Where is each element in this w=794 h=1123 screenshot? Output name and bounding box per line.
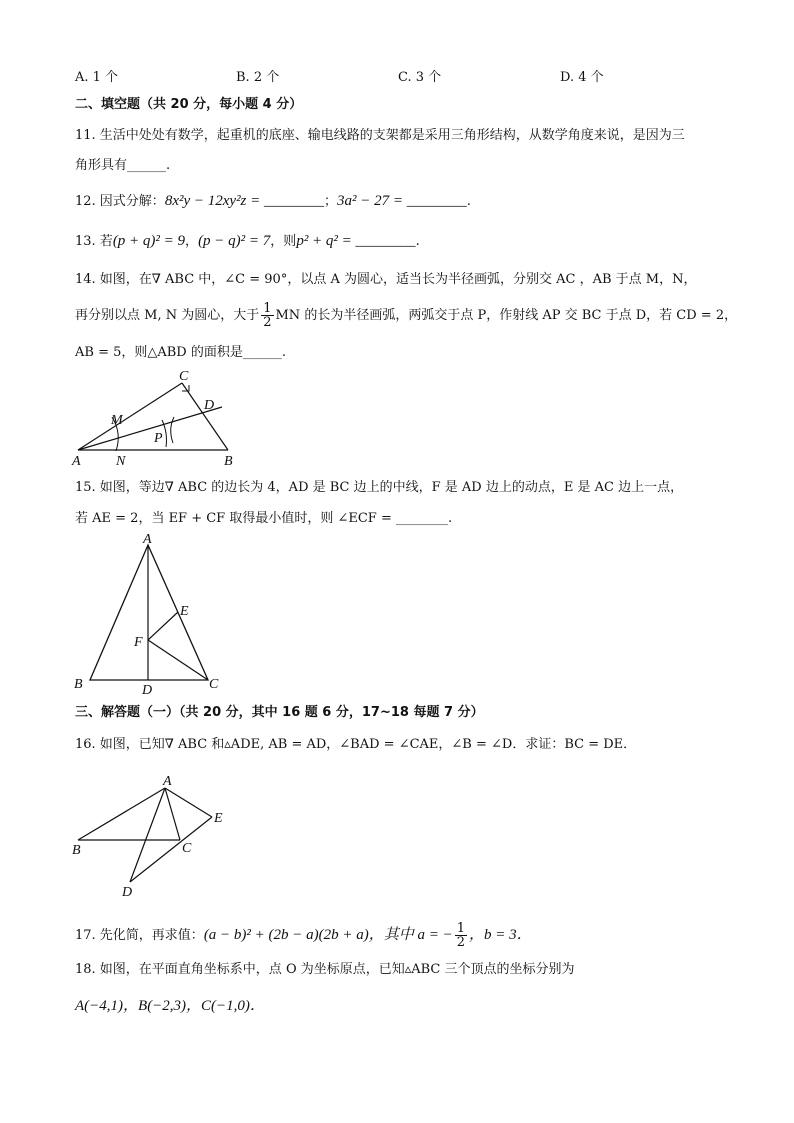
q13-sep1: ， [185, 234, 199, 249]
option-c: C. 3 个 [398, 70, 442, 85]
figure-15 [70, 530, 240, 700]
option-a: A. 1 个 [75, 70, 119, 85]
q13-sep2: ，则 [270, 234, 297, 249]
q14-line2 [75, 302, 737, 329]
fig14-ray-ap [78, 407, 222, 450]
fig15-label-c: C [209, 677, 219, 692]
fig16-label-e: E [214, 811, 223, 826]
q13-end: . [415, 234, 420, 249]
q11-line1: 11. 生活中处处有数学，起重机的底座、输电线路的支架都是采用三角形结构，从数学角度来说，是因为三 [75, 128, 685, 143]
fig14-label-d: D [204, 398, 215, 413]
figure-14 [70, 365, 240, 470]
q15-line1: 15. 如图，等边∇ ABC 的边长为 4，AD 是 BC 边上的中线，F 是 AD 边上的动点，E 是 AC 边上一点， [75, 480, 684, 495]
fig16-label-c: C [182, 841, 192, 856]
q11-line2: 角形具有______. [75, 158, 171, 173]
fig16-label-a: A [163, 774, 172, 789]
fig15-triangle-abc [90, 545, 208, 680]
option-d: D. 4 个 [560, 70, 604, 85]
q17-frac-num: 1 [456, 921, 466, 936]
q12-sep: ； [324, 194, 338, 209]
q17-expr: (a − b)² + (2b − a)(2b + a)，其中 a = − [203, 927, 453, 943]
fig14-label-b: B [224, 454, 233, 469]
q14-line2a: 再分别以点 M, N 为圆心，大于 [75, 308, 260, 323]
fig15-label-e: E [180, 604, 189, 619]
fig14-label-c: C [179, 369, 189, 384]
figure-16 [70, 772, 240, 902]
q13-prefix: 13. 若 [75, 234, 113, 249]
q13 [75, 231, 420, 252]
q14-line1: 14. 如图，在∇ ABC 中，∠C = 90°，以点 A 为圆心，适当长为半径画弧，分别交 AC ，AB 于点 M，N， [75, 272, 697, 287]
q17-prefix: 17. 先化简，再求值： [75, 928, 204, 943]
q16-text: 16. 如图，已知∇ ABC 和▵ADE, AB = AD，∠BAD = ∠CAE，∠B = ∠D．求证：BC = DE． [75, 737, 637, 752]
q12-prefix: 12. 因式分解： [75, 194, 165, 209]
q13-expr1: (p + q)² = 9 [112, 233, 186, 249]
q14-frac-den: 2 [263, 315, 272, 330]
q12-expr2: 3a² − 27 = ________ [337, 193, 467, 209]
q17-fraction [455, 922, 467, 949]
fig14-label-n: N [116, 454, 126, 469]
q14-frac-num: 1 [263, 301, 272, 316]
fig16-segment-ab [78, 788, 165, 840]
fig15-segment-fe [148, 612, 178, 640]
section-3-title: 三、解答题（一）（共 20 分，其中 16 题 6 分，17~18 每题 7 分） [75, 705, 484, 720]
fig15-label-f: F [134, 635, 143, 650]
q18-line2: A(−4,1)，B(−2,3)，C(−1,0)． [75, 998, 265, 1014]
q15-line2: 若 AE = 2，当 EF + CF 取得最小值时，则 ∠ECF = ________. [75, 511, 453, 526]
q13-expr3: p² + q² = ________ [296, 233, 416, 249]
q12-expr1: 8x²y − 12xy²z = ________ [164, 193, 325, 209]
option-b: B. 2 个 [236, 70, 280, 85]
fig15-label-a: A [143, 532, 152, 547]
fig16-label-d: D [122, 885, 133, 900]
q17-frac-den: 2 [456, 935, 466, 950]
q14-fraction [261, 302, 273, 329]
q14-line3: AB = 5，则△ABD 的面积是______. [75, 345, 286, 360]
fig14-label-a: A [72, 454, 81, 469]
fig14-label-p: P [154, 431, 163, 446]
section-2-title: 二、填空题（共 20 分，每小题 4 分） [75, 97, 303, 112]
fig15-label-b: B [74, 677, 83, 692]
q18-line1: 18. 如图，在平面直角坐标系中，点 O 为坐标原点，已知▵ABC 三个顶点的坐标分别为 [75, 962, 575, 977]
q12 [75, 191, 471, 212]
q17-tail: ，b = 3． [469, 927, 532, 943]
q12-end: . [466, 194, 471, 209]
fig14-label-m: M [111, 413, 123, 428]
fig15-label-d: D [142, 683, 153, 698]
fig16-label-b: B [72, 843, 81, 858]
q13-expr2: (p − q)² = 7 [198, 233, 271, 249]
q17 [75, 922, 532, 949]
q14-line2b: MN 的长为半径画弧，两弧交于点 P，作射线 AP 交 BC 于点 D，若 CD = 2， [275, 308, 738, 323]
